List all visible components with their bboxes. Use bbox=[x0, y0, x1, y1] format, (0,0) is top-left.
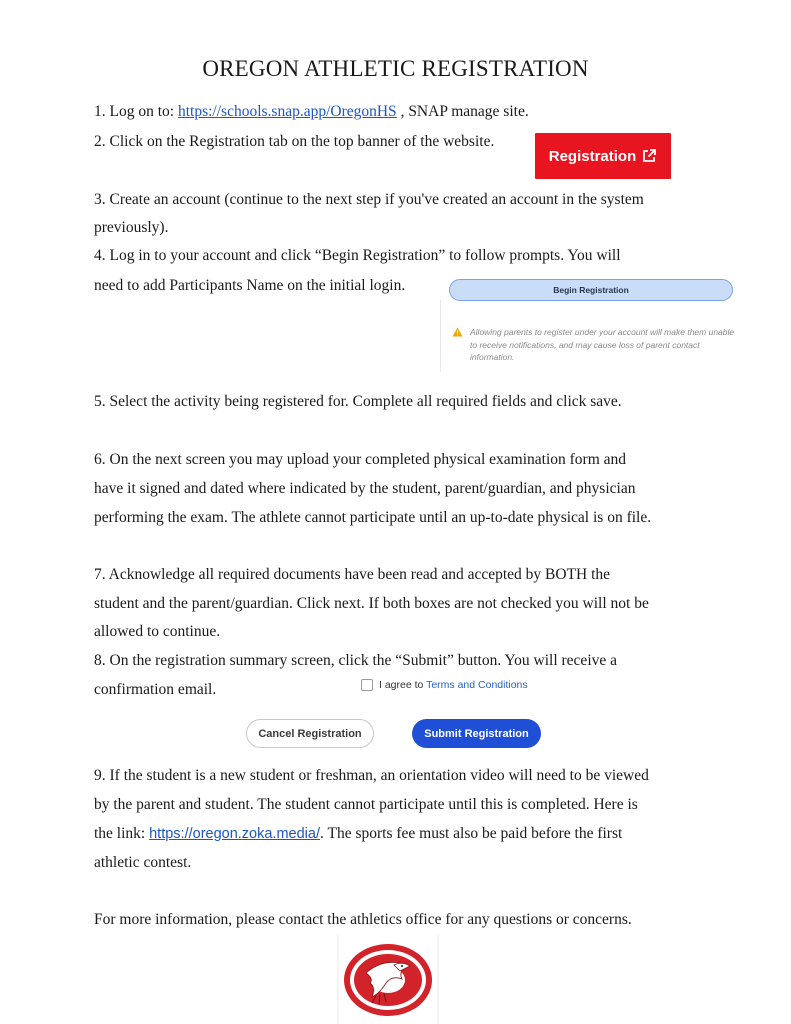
step-2: 2. Click on the Registration tab on the top banner of the website. bbox=[94, 133, 495, 150]
step-8-line-2: confirmation email. bbox=[94, 681, 217, 698]
step-1 bbox=[94, 102, 529, 122]
page-title: OREGON ATHLETIC REGISTRATION bbox=[202, 56, 589, 81]
terms-agreement-label bbox=[379, 679, 528, 691]
terms-checkbox[interactable] bbox=[361, 679, 373, 691]
step-9-line-2: by the parent and student. The student cannot participate until this is completed. Here is bbox=[94, 796, 638, 813]
submit-registration-button[interactable]: Submit Registration bbox=[412, 719, 541, 748]
step-7-line-2: student and the parent/guardian. Click next. If both boxes are not checked you will not be bbox=[94, 595, 649, 612]
step-5: 5. Select the activity being registered for. Complete all required fields and click save. bbox=[94, 393, 622, 410]
step-9-line-1: 9. If the student is a new student or freshman, an orientation video will need to be viewed bbox=[94, 767, 649, 784]
snap-site-link[interactable]: https://schools.snap.app/OregonHS bbox=[177, 103, 397, 120]
step-3-line-2: previously). bbox=[94, 219, 169, 236]
step-4-line-2: need to add Participants Name on the initial login. bbox=[94, 277, 406, 294]
school-eagle-logo-icon bbox=[336, 935, 440, 1024]
step-9-line-3 bbox=[94, 824, 622, 844]
warning-text: Allowing parents to register under your account will make them unable to receive notifications, and may cause loss of parent contact information. bbox=[470, 327, 735, 362]
step-6-line-2: have it signed and dated where indicated by the student, parent/guardian, and physician bbox=[94, 480, 636, 497]
cancel-registration-button[interactable]: Cancel Registration bbox=[246, 719, 374, 748]
step-3-line-1: 3. Create an account (continue to the next step if you've created an account in the system bbox=[94, 191, 644, 208]
step-1-prefix: 1. Log on to: bbox=[94, 103, 178, 120]
warning-icon bbox=[452, 327, 463, 337]
step-6-line-1: 6. On the next screen you may upload your completed physical examination form and bbox=[94, 451, 627, 468]
step-9-link-prefix: the link: bbox=[94, 825, 150, 842]
step-8-line-1: 8. On the registration summary screen, click the “Submit” button. You will receive a bbox=[94, 652, 618, 669]
step-7-line-3: allowed to continue. bbox=[94, 623, 221, 640]
external-link-icon bbox=[641, 148, 657, 164]
agree-prefix: I agree to bbox=[379, 679, 427, 691]
registration-tab-button[interactable] bbox=[535, 133, 671, 179]
step-4-line-1: 4. Log in to your account and click “Begin Registration” to follow prompts. You will bbox=[94, 247, 621, 264]
step-1-suffix: , SNAP manage site. bbox=[396, 103, 529, 120]
step-9-line-4: athletic contest. bbox=[94, 854, 192, 871]
step-7-line-1: 7. Acknowledge all required documents have been read and accepted by BOTH the bbox=[94, 566, 611, 583]
registration-tab-label: Registration bbox=[548, 147, 637, 165]
begin-registration-button[interactable]: Begin Registration bbox=[449, 279, 733, 301]
step-9-link-suffix: . The sports fee must also be paid before the first bbox=[320, 825, 623, 842]
terms-link[interactable]: Terms and Conditions bbox=[426, 679, 528, 691]
orientation-video-link[interactable]: https://oregon.zoka.media/ bbox=[149, 826, 320, 842]
contact-note: For more information, please contact the athletics office for any questions or concerns. bbox=[94, 911, 632, 928]
terms-agreement bbox=[361, 678, 528, 692]
step-6-line-3: performing the exam. The athlete cannot participate until an up-to-date physical is on file. bbox=[94, 509, 652, 526]
